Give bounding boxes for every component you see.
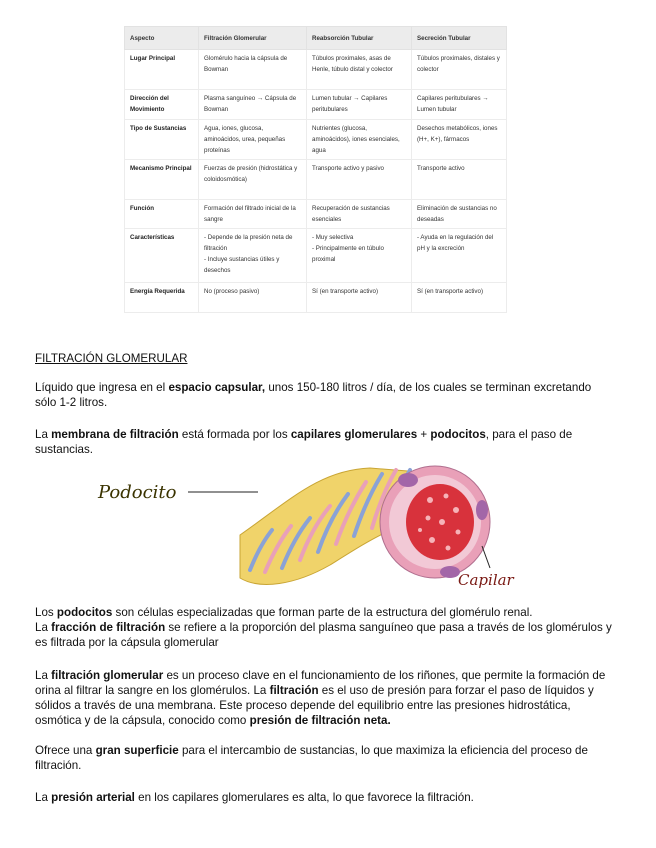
text-run: es el uso de presión para forzar el paso de líquidos y sólidos a través de una membrana. Este proceso depende del equilibrio entre las presiones hidrostática, osmótica y de la cápsula, conocido como <box>35 684 594 727</box>
table-cell: Sí (en transporte activo) <box>307 283 412 313</box>
row-aspect: Función <box>125 200 199 229</box>
table-cell: Eliminación de sustancias no deseadas <box>412 200 507 229</box>
text-run: , para el paso de sustancias. <box>35 428 573 456</box>
podocyte-nucleus <box>476 500 488 520</box>
header-aspecto: Aspecto <box>125 27 199 50</box>
bold-term: espacio capsular, <box>168 381 266 394</box>
table-cell: Túbulos proximales, asas de Henle, túbulo distal y colector <box>307 50 412 90</box>
text-run: es un proceso clave en el funcionamiento de los riñones, que permite la formación de orina al filtrar la sangre en los glomérulos. La <box>35 669 606 697</box>
bold-term: fracción de filtración <box>51 621 166 634</box>
text-run: Ofrece una <box>35 744 96 757</box>
bold-term: presión de filtración neta. <box>249 714 391 727</box>
table-cell: Formación del filtrado inicial de la sangre <box>199 200 307 229</box>
bold-term: podocitos <box>56 606 113 619</box>
paragraph-presion-arterial <box>35 790 613 805</box>
paragraph-espacio-capsular <box>35 380 613 410</box>
table-cell: Desechos metabólicos, iones (H+, K+), fármacos <box>412 120 507 160</box>
table-row <box>125 160 507 200</box>
text-run: para el intercambio de sustancias, lo que maximiza la eficiencia del proceso de filtración. <box>35 744 588 772</box>
row-aspect: Tipo de Sustancias <box>125 120 199 160</box>
text-run: está formada por los <box>178 428 291 441</box>
table-cell: - Depende de la presión neta de filtración - Incluye sustancias útiles y desechos <box>199 229 307 283</box>
table-row <box>125 120 507 160</box>
paragraph-gran-superficie <box>35 743 613 773</box>
table-cell: Recuperación de sustancias esenciales <box>307 200 412 229</box>
comparison-table <box>124 26 507 313</box>
table-cell: Glomérulo hacia la cápsula de Bowman <box>199 50 307 90</box>
row-aspect: Lugar Principal <box>125 50 199 90</box>
capilar-leader-line <box>482 546 490 568</box>
paragraph-filtracion-glomerular <box>35 668 613 728</box>
table-header-row <box>125 27 507 50</box>
text-run: son células especializadas que forman parte de la estructura del glomérulo renal. <box>112 606 533 619</box>
table-cell: Capilares peritubulares → Lumen tubular <box>412 90 507 120</box>
row-aspect: Dirección del Movimiento <box>125 90 199 120</box>
glomerular-membrane-illustration <box>90 460 560 600</box>
row-aspect: Mecanismo Principal <box>125 160 199 200</box>
text-run: se refiere a la proporción del plasma sanguíneo que pasa a través de los glomérulos y es filtrada por la cápsula glomerular <box>35 621 612 649</box>
podocyte-nucleus <box>440 566 460 578</box>
row-aspect: Características <box>125 229 199 283</box>
paragraph-membrana <box>35 427 613 457</box>
text-run: Los <box>35 606 57 619</box>
section-title: FILTRACIÓN GLOMERULAR <box>35 352 188 365</box>
table-cell: Transporte activo y pasivo <box>307 160 412 200</box>
text-run: + <box>417 428 431 441</box>
text-run: La <box>35 621 52 634</box>
header-filtracion: Filtración Glomerular <box>199 27 307 50</box>
table-row <box>125 200 507 229</box>
table-row <box>125 90 507 120</box>
row-aspect: Energía Requerida <box>125 283 199 313</box>
text-run: Líquido que ingresa en el <box>35 381 169 394</box>
table-cell: Nutrientes (glucosa, aminoácidos), iones esenciales, agua <box>307 120 412 160</box>
table-cell: Agua, iones, glucosa, aminoácidos, urea, pequeñas proteínas <box>199 120 307 160</box>
bold-term: filtración glomerular <box>51 669 164 682</box>
table-cell: Sí (en transporte activo) <box>412 283 507 313</box>
table-cell: Transporte activo <box>412 160 507 200</box>
text-run: La <box>35 669 52 682</box>
podocyte-nucleus <box>398 473 418 487</box>
bold-term: gran superficie <box>95 744 179 757</box>
table-row <box>125 229 507 283</box>
table-cell: Lumen tubular → Capilares peritubulares <box>307 90 412 120</box>
table-cell: Fuerzas de presión (hidrostática y coloidosmótica) <box>199 160 307 200</box>
header-secrecion: Secreción Tubular <box>412 27 507 50</box>
bold-term: capilares glomerulares <box>290 428 418 441</box>
bold-term: membrana de filtración <box>51 428 179 441</box>
bold-term: presión arterial <box>51 791 135 804</box>
table-cell: - Muy selectiva - Principalmente en túbulo proximal <box>307 229 412 283</box>
header-reabsorcion: Reabsorción Tubular <box>307 27 412 50</box>
paragraph-podocitos <box>35 605 613 650</box>
table-cell: No (proceso pasivo) <box>199 283 307 313</box>
bold-term: filtración <box>269 684 319 697</box>
text-run: La <box>35 791 52 804</box>
section-title-block <box>35 351 613 366</box>
text-run: La <box>35 428 52 441</box>
table-row <box>125 50 507 90</box>
table-row <box>125 283 507 313</box>
table-cell: - Ayuda en la regulación del pH y la excreción <box>412 229 507 283</box>
label-capilar: Capilar <box>458 571 514 589</box>
table-cell: Plasma sanguíneo → Cápsula de Bowman <box>199 90 307 120</box>
text-run: en los capilares glomerulares es alta, lo que favorece la filtración. <box>134 791 474 804</box>
bold-term: podocitos <box>430 428 486 441</box>
text-run: unos 150-180 litros / día, de los cuales se terminan excretando sólo 1-2 litros. <box>35 381 592 409</box>
label-podocito: Podocito <box>98 482 177 503</box>
table-cell: Túbulos proximales, distales y colector <box>412 50 507 90</box>
